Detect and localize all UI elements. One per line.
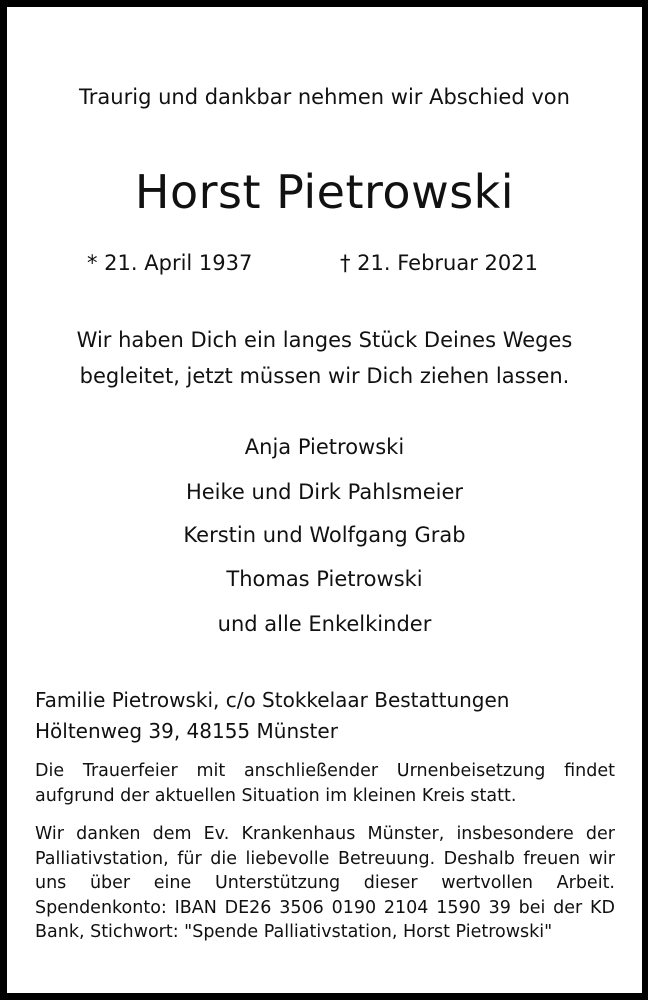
intro-line: Traurig und dankbar nehmen wir Abschied von <box>79 85 570 109</box>
birth-date: * 21. April 1937 <box>87 251 253 275</box>
mourner: Thomas Pietrowski <box>226 567 423 591</box>
deceased-name: Horst Pietrowski <box>134 165 515 219</box>
address-line: Familie Pietrowski, c/o Stokkelaar Bestattungen <box>35 688 510 712</box>
verse-line: Wir haben Dich ein langes Stück Deines Weges <box>76 328 573 352</box>
funeral-note: Die Trauerfeier mit anschließender Urnenbeisetzung findet aufgrund der aktuellen Situation im kleinen Kreis statt. <box>35 761 615 806</box>
address-line: Höltenweg 39, 48155 Münster <box>35 719 338 743</box>
mourner: und alle Enkelkinder <box>217 612 432 636</box>
mourner: Heike und Dirk Pahlsmeier <box>185 480 464 504</box>
mourner: Anja Pietrowski <box>244 435 405 459</box>
verse-line: begleitet, jetzt müssen wir Dich ziehen lassen. <box>79 364 570 388</box>
thanks-note: Wir danken dem Ev. Krankenhaus Münster, insbesondere der Palliativstation, für die liebevolle Betreuung. Deshalb freuen wir uns über eine Unterstützung dieser wertvollen Arbeit. Spendenkonto: IBAN DE26 3506 0190 2104 1590 39 bei der KD Bank, Stichwort: "Spende Palliativstation, Horst Pietrowski" <box>35 824 615 942</box>
death-date: † 21. Februar 2021 <box>340 251 538 275</box>
obituary-notice <box>7 7 642 993</box>
mourner: Kerstin und Wolfgang Grab <box>183 523 466 547</box>
